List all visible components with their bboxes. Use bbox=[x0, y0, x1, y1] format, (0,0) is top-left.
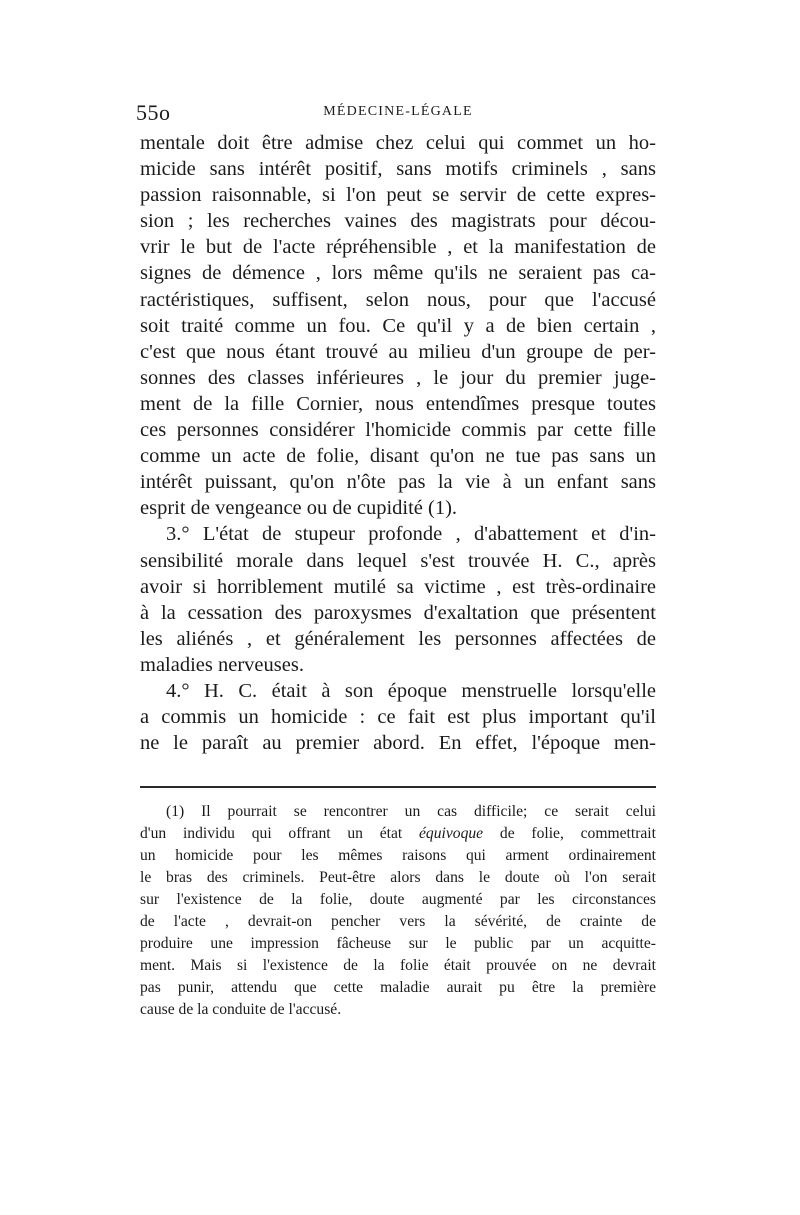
body-line: sensibilité morale dans lequel s'est trouvée H. C., après bbox=[140, 549, 656, 572]
body-line: comme un acte de folie, disant qu'on ne tue pas sans un bbox=[140, 445, 656, 468]
body-line: a commis un homicide : ce fait est plus important qu'il bbox=[140, 706, 656, 729]
body-line: sonnes des classes inférieures , le jour du premier juge- bbox=[140, 366, 656, 389]
footnote-rule bbox=[140, 786, 656, 788]
footnote-line: de l'acte , devrait-on pencher vers la sévérité, de crainte de bbox=[140, 913, 656, 931]
footnote-line: un homicide pour les mêmes raisons qui arment ordinairement bbox=[140, 847, 656, 865]
body-line: 4.° H. C. était à son époque menstruelle lorsqu'elle bbox=[166, 679, 656, 702]
body-line: ractéristiques, suffisent, selon nous, pour que l'accusé bbox=[140, 288, 656, 311]
body-line: intérêt puissant, qu'on n'ôte pas la vie à un enfant sans bbox=[140, 471, 656, 494]
footnote-line: (1) Il pourrait se rencontrer un cas difficile; ce serait celui bbox=[166, 803, 656, 821]
body-line: vrir le but de l'acte répréhensible , et la manifestation de bbox=[140, 236, 656, 259]
footnote-line: d'un individu qui offrant un état équivoque de folie, commettrait bbox=[140, 825, 656, 843]
running-title: MÉDECINE-LÉGALE bbox=[323, 104, 473, 119]
body-line: esprit de vengeance ou de cupidité (1). bbox=[140, 497, 458, 520]
footnote-line: ment. Mais si l'existence de la folie était prouvée on ne devrait bbox=[140, 957, 656, 975]
page-number: 55o bbox=[136, 100, 171, 125]
body-line: c'est que nous étant trouvé au milieu d'un groupe de per- bbox=[140, 340, 656, 363]
body-line: maladies nerveuses. bbox=[140, 653, 304, 676]
body-line: passion raisonnable, si l'on peut se servir de cette expres- bbox=[140, 184, 656, 207]
body-line: soit traité comme un fou. Ce qu'il y a de bien certain , bbox=[140, 314, 656, 337]
body-line: signes de démence , lors même qu'ils ne seraient pas ca- bbox=[140, 262, 656, 285]
body-line: ne le paraît au premier abord. En effet, l'époque men- bbox=[140, 732, 656, 755]
book-page bbox=[136, 96, 656, 1021]
body-line: avoir si horriblement mutilé sa victime , est très-ordinaire bbox=[140, 575, 656, 598]
body-line: à la cessation des paroxysmes d'exaltation que présentent bbox=[140, 601, 656, 624]
footnote-line: produire une impression fâcheuse sur le public par un acquitte- bbox=[140, 935, 656, 953]
body-line: micide sans intérêt positif, sans motifs criminels , sans bbox=[140, 158, 656, 181]
body-line: sion ; les recherches vaines des magistrats pour décou- bbox=[140, 210, 656, 233]
body-line: les aliénés , et généralement les personnes affectées de bbox=[140, 627, 656, 650]
footnote-line: pas punir, attendu que cette maladie aurait pu être la première bbox=[140, 979, 656, 997]
footnote-italic: équivoque bbox=[419, 825, 484, 843]
footnote-line: le bras des criminels. Peut-être alors dans le doute où l'on serait bbox=[140, 869, 656, 887]
footnote-line: cause de la conduite de l'accusé. bbox=[140, 1001, 342, 1019]
running-head bbox=[136, 96, 656, 130]
footnote bbox=[140, 801, 656, 1021]
body-line: mentale doit être admise chez celui qui commet un ho- bbox=[140, 132, 656, 154]
body-line: ces personnes considérer l'homicide commis par cette fille bbox=[140, 419, 656, 442]
footnote-line: sur l'existence de la folie, doute augmenté par les circonstances bbox=[140, 891, 656, 909]
body-line: ment de la fille Cornier, nous entendîmes presque toutes bbox=[140, 392, 656, 415]
body-text bbox=[140, 130, 656, 756]
body-line: 3.° L'état de stupeur profonde , d'abattement et d'in- bbox=[166, 523, 656, 546]
